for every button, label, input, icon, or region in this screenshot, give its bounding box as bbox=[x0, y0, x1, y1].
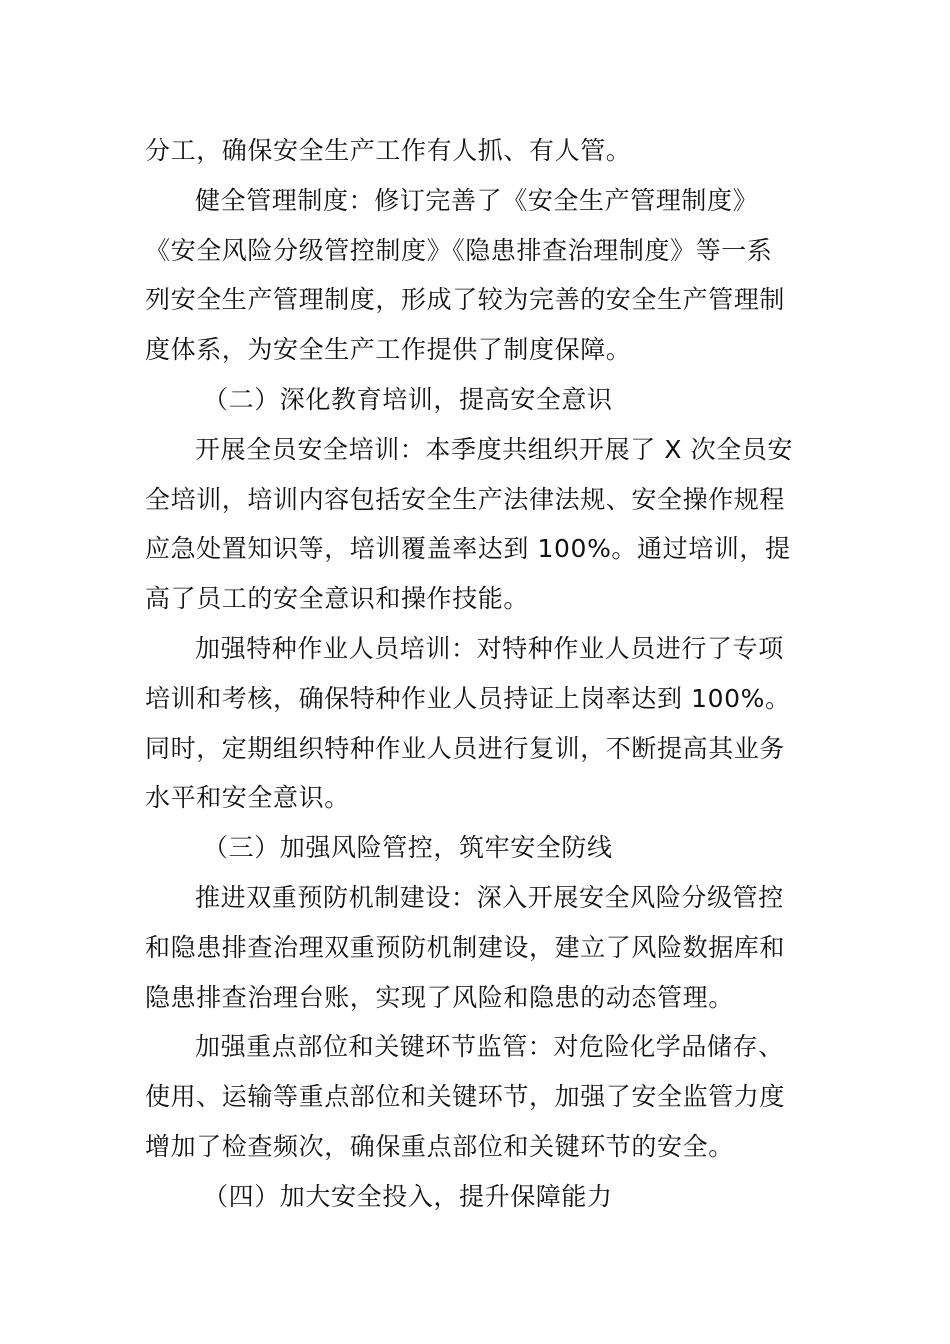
section-heading: （四）加大安全投入，提升保障能力 bbox=[203, 1181, 613, 1211]
text-line: 和隐患排查治理双重预防机制建设，建立了风险数据库和 bbox=[145, 932, 786, 962]
text-line: 培训和考核，确保特种作业人员持证上岗率达到 100%。 bbox=[145, 683, 791, 713]
paragraph-start-line: 健全管理制度：修订完善了《安全生产管理制度》 bbox=[195, 185, 759, 215]
paragraph-start-line: 开展全员安全培训：本季度共组织开展了 X 次全员安 bbox=[195, 434, 794, 464]
paragraph-start-line: 加强特种作业人员培训：对特种作业人员进行了专项 bbox=[195, 633, 784, 663]
text-line: 列安全生产管理制度，形成了较为完善的安全生产管理制 bbox=[145, 285, 786, 315]
text-line: 同时，定期组织特种作业人员进行复训，不断提高其业务 bbox=[145, 733, 786, 763]
text-line: 高了员工的安全意识和操作技能。 bbox=[145, 584, 530, 614]
paragraph-start-line: 加强重点部位和关键环节监管：对危险化学品储存、 bbox=[195, 1032, 784, 1062]
text-line: 全培训，培训内容包括安全生产法律法规、安全操作规程 bbox=[145, 484, 786, 514]
text-line: 水平和安全意识。 bbox=[145, 783, 350, 813]
paragraph-start-line: 推进双重预防机制建设：深入开展安全风险分级管控 bbox=[195, 882, 784, 912]
section-heading: （二）深化教育培训，提高安全意识 bbox=[203, 384, 613, 414]
text-line: 度体系，为安全生产工作提供了制度保障。 bbox=[145, 335, 632, 365]
document-body bbox=[145, 126, 810, 1222]
text-line: 应急处置知识等，培训覆盖率达到 100%。通过培训，提 bbox=[145, 534, 791, 564]
text-line: 《安全风险分级管控制度》《隐患排查治理制度》等一系 bbox=[145, 235, 773, 265]
text-line: 使用、运输等重点部位和关键环节，加强了安全监管力度 bbox=[145, 1082, 786, 1112]
section-heading: （三）加强风险管控，筑牢安全防线 bbox=[203, 833, 613, 863]
text-line: 增加了检查频次，确保重点部位和关键环节的安全。 bbox=[145, 1131, 734, 1161]
text-line: 分工，确保安全生产工作有人抓、有人管。 bbox=[145, 136, 632, 165]
text-line: 隐患排查治理台账，实现了风险和隐患的动态管理。 bbox=[145, 982, 734, 1012]
